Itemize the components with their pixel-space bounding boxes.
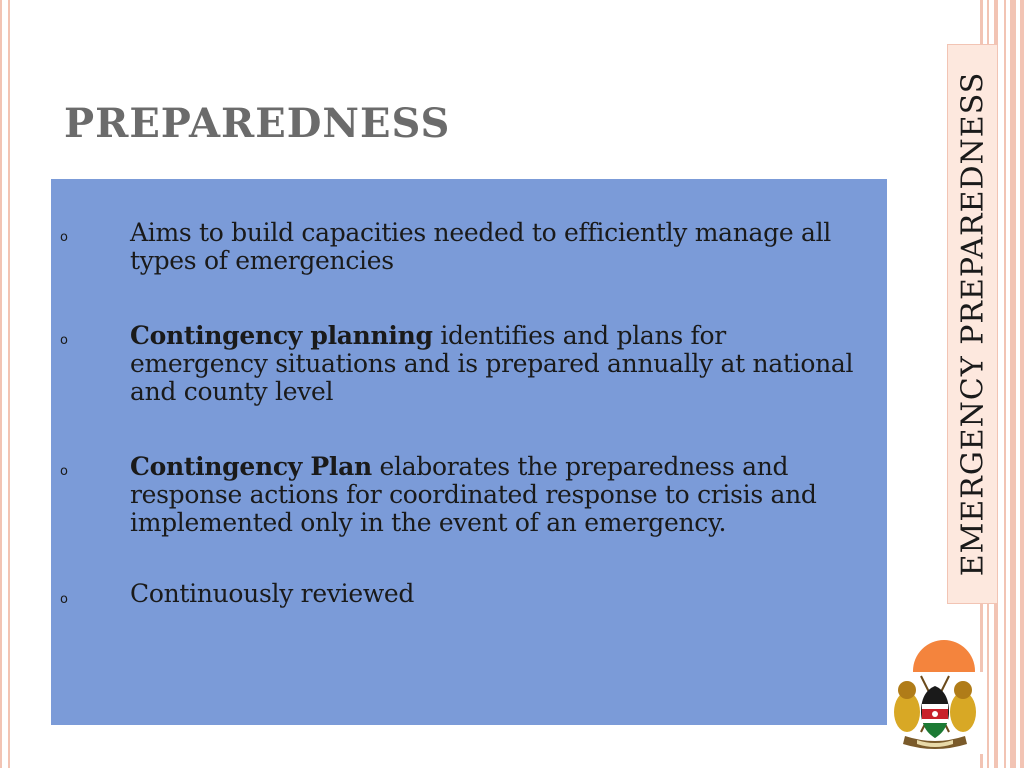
left-border-line	[0, 0, 2, 768]
bullet-item-1	[130, 219, 870, 275]
bullet-marker: o	[60, 333, 68, 348]
bullet-item-text: Aims to build capacities needed to efficiently manage all types of emergencies	[130, 218, 831, 275]
left-border-line	[8, 0, 10, 768]
bullet-item-2	[130, 322, 870, 406]
bullet-marker: o	[60, 592, 68, 607]
bullet-item-text: Continuously reviewed	[130, 579, 415, 608]
bullet-item-text: identifies and plans for emergency situations and is prepared annually at national and county level	[130, 321, 854, 406]
kenya-coat-of-arms-icon	[887, 672, 983, 754]
bullet-item-text: elaborates the preparedness and response actions for coordinated response to crisis and implemented only in the event of an emergency.	[130, 452, 817, 537]
slide-title: PREPAREDNESS	[64, 100, 451, 147]
bullet-item-bold: Contingency planning	[130, 321, 433, 350]
bullet-marker: o	[60, 464, 68, 479]
bullet-item-3	[130, 453, 870, 537]
bullet-marker: o	[60, 230, 68, 245]
side-tab-label: EMERGENCY PREPAREDNESS	[955, 71, 991, 577]
bullet-item-4	[130, 580, 870, 608]
bullet-item-bold: Contingency Plan	[130, 452, 372, 481]
